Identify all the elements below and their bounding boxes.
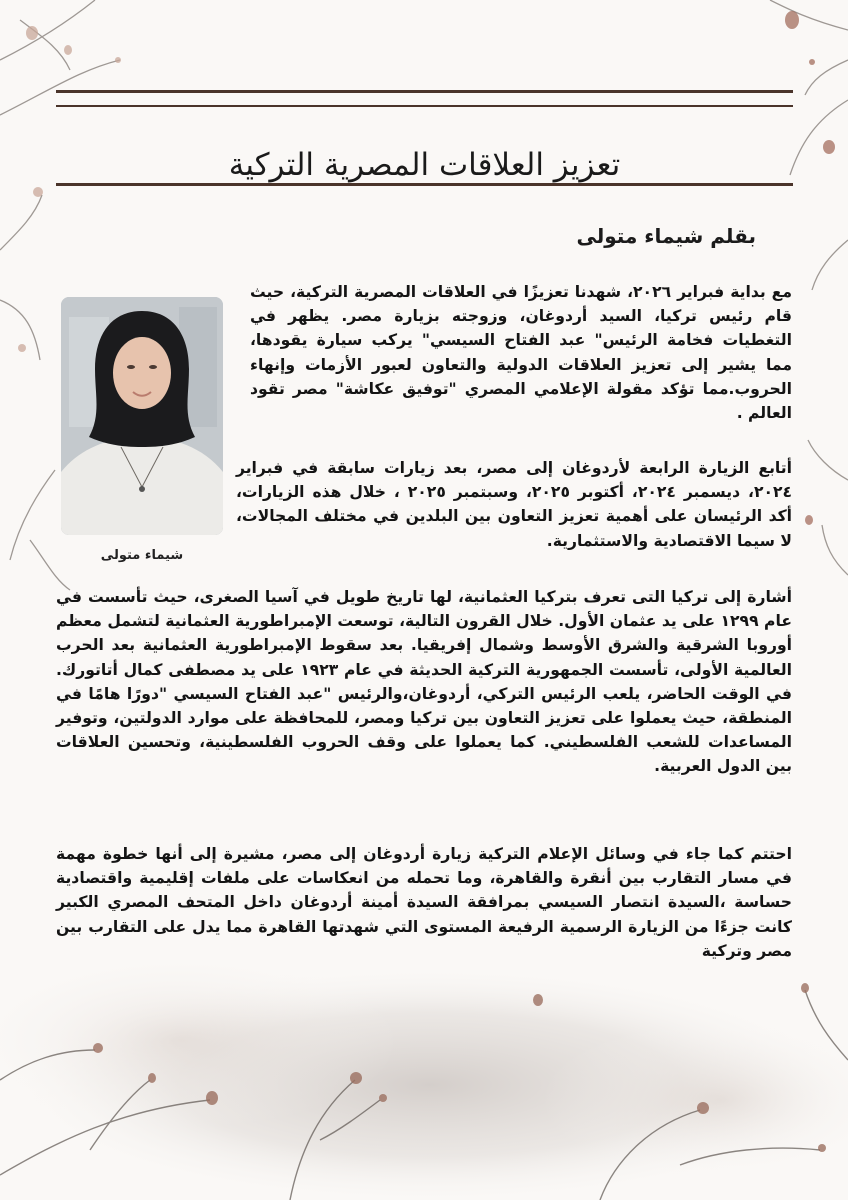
- author-byline: بقلم شيماء متولى: [576, 224, 756, 248]
- article-title: تعزيز العلاقات المصرية التركية: [228, 146, 621, 183]
- photo-caption: شيماء متولى: [100, 548, 184, 563]
- author-portrait-image: [61, 297, 223, 535]
- header-rule-second: [56, 105, 793, 107]
- paragraph-1: مع بداية فبراير ٢٠٢٦، شهدنا تعزيزًا في العلاقات المصرية التركية، حيث قام رئيس تركيا، السيد أردوغان، وزوجته بزيارة مصر. يظهر في التغطيات فخامة الرئيس" عبد الفتاح السيسي" يركب سيارة يقودها، مما يشير إلى تعزيز العلاقات الدولية والتعاون لعبور الأزمات وإنهاء الحروب.مما تؤكد مقولة الإعلامي المصري "توفيق عكاشة" مصر تقود العالم .: [250, 283, 792, 423]
- author-photo: [61, 297, 223, 535]
- header-rule-bottom: [56, 183, 793, 186]
- paragraph-2: أتابع الزيارة الرابعة لأردوغان إلى مصر، بعد زيارات سابقة في فبراير ٢٠٢٤، ديسمبر ٢٠٢٤، أكتوبر ٢٠٢٥، وسبتمبر ٢٠٢٥ ، خلال هذه الزيارات، أكد الرئيسان على أهمية تعزيز التعاون بين البلدين في مختلف المجالات، لا سيما الاقتصادية والاستثمارية.: [236, 459, 793, 550]
- paragraph-3: أشارة إلى تركيا التى تعرف بتركيا العثمانية، لها تاريخ طويل في آسيا الصغرى، حيث تأسست في عام ١٢٩٩ على يد عثمان الأول. خلال القرون التالية، توسعت الإمبراطورية العثمانية لتشمل معظم أوروبا الشرقية والشرق الأوسط وشمال إفريقيا. بعد سقوط الإمبراطورية العثمانية بعد الحرب العالمية الأولى، تأسست الجمهورية التركية الحديثة في عام ١٩٢٣ على يد مصطفى كمال أتاتورك. في الوقت الحاضر، يلعب الرئيس التركي، أردوغان،والرئيس "عبد الفتاح السيسي "دورًا هامًا في المنطقة، حيث يعملوا على تعزيز التعاون بين تركيا ومصر، للمحافظة على موارد الدولتين، وتوفير المساعدات للشعب الفلسطيني. كما يعملوا على وقف الحروب الفلسطينية، وتحسين العلاقات بين الدول العربية.: [56, 588, 792, 776]
- header-rule-top: [56, 90, 793, 93]
- paragraph-4: احتتم كما جاء في وسائل الإعلام التركية زيارة أردوغان إلى مصر، مشيرة إلى أنها خطوة مهمة في مسار التقارب بين أنقرة والقاهرة، وما تحمله من انعكاسات على ملفات إقليمية واقتصادية حساسة ،السيدة انتصار السيسي بمرافقة السيدة أمينة أردوغان داخل المتحف المصري الكبير كانت جزءًا من الزيارة الرسمية الرفيعة المستوى التي شهدتها القاهرة مما يدل على التقارب بين مصر وتركية: [56, 845, 792, 960]
